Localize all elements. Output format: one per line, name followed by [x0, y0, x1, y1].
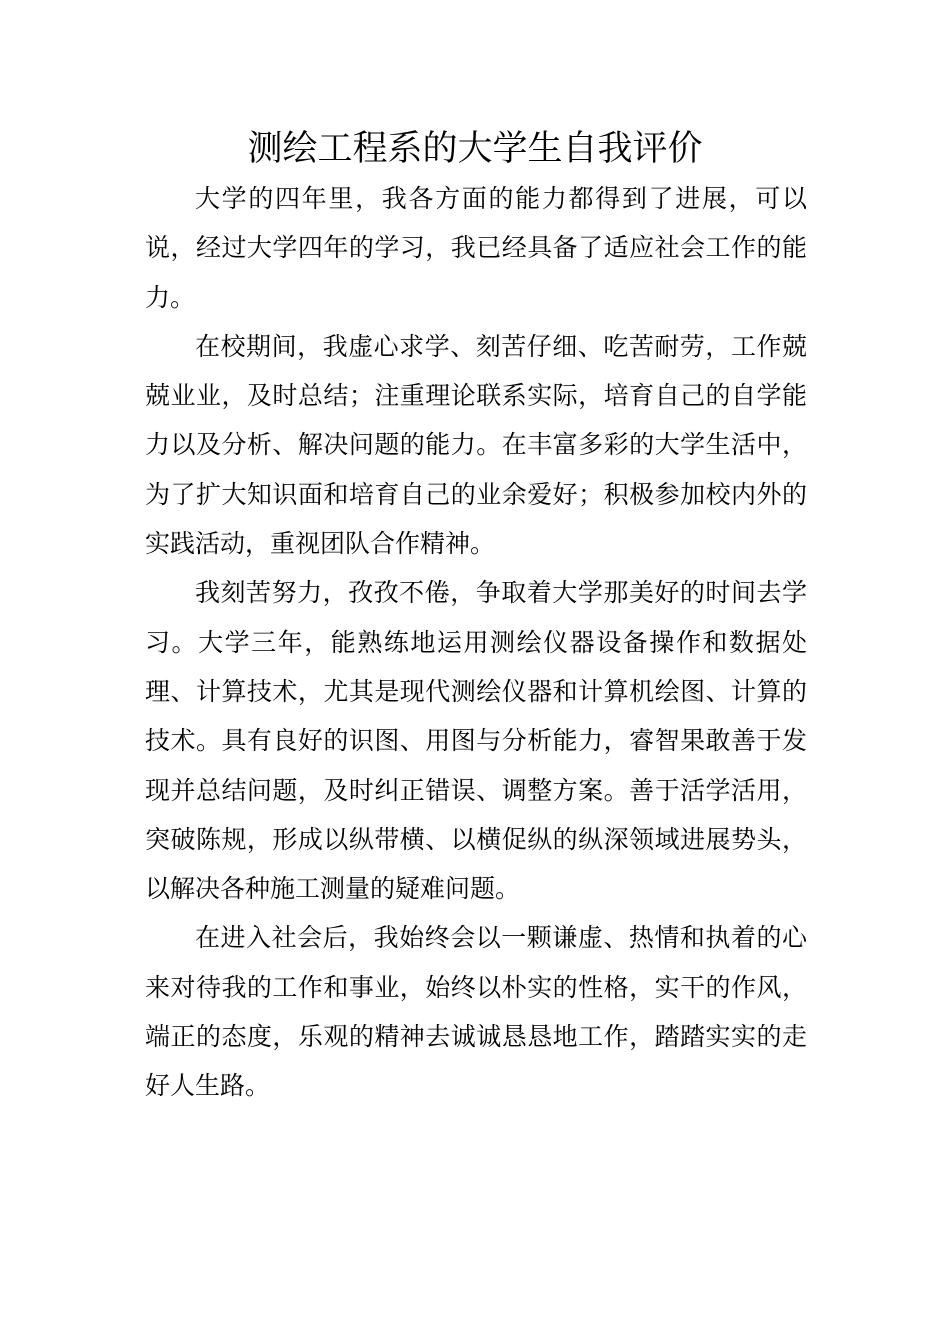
document-body [145, 174, 807, 1111]
paragraph: 大学的四年里，我各方面的能力都得到了进展，可以说，经过大学四年的学习，我已经具备了适应社会工作的能力。 [145, 184, 807, 312]
paragraph: 在进入社会后，我始终会以一颗谦虚、热情和执着的心来对待我的工作和事业，始终以朴实的性格，实干的作风，端正的态度，乐观的精神去诚诚恳恳地工作，踏踏实实的走好人生路。 [145, 923, 807, 1101]
paragraph: 我刻苦努力，孜孜不倦，争取着大学那美好的时间去学习。大学三年，能熟练地运用测绘仪器设备操作和数据处理、计算技术，尤其是现代测绘仪器和计算机绘图、计算的技术。具有良好的识图、用图与分析能力，睿智果敢善于发现并总结问题，及时纠正错误、调整方案。善于活学活用，突破陈规，形成以纵带横、以横促纵的纵深领域进展势头，以解决各种施工测量的疑难问题。 [145, 578, 807, 904]
document-title: 测绘工程系的大学生自我评价 [247, 129, 703, 169]
paragraph: 在校期间，我虚心求学、刻苦仔细、吃苦耐劳，工作兢兢业业，及时总结；注重理论联系实际，培育自己的自学能力以及分析、解决问题的能力。在丰富多彩的大学生活中，为了扩大知识面和培育自己的业余爱好；积极参加校内外的实践活动，重视团队合作精神。 [145, 331, 807, 559]
